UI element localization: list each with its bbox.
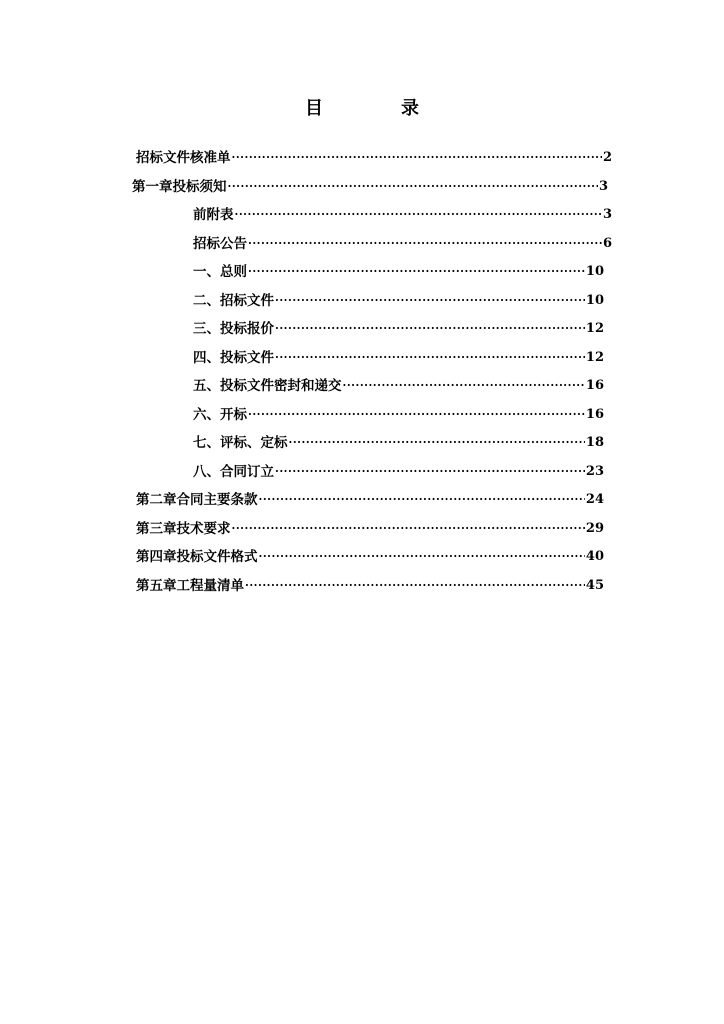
dot-leader [275,345,585,371]
toc-entry[interactable] [136,544,604,570]
toc-chapter: 第五章 [136,577,177,594]
toc-chapter: 第三章 [136,520,177,537]
toc-entry[interactable] [193,373,604,399]
toc-label: 投标须知 [172,178,227,195]
toc-entry[interactable] [136,145,612,171]
toc-label: 七、评标、定标 [193,435,288,451]
toc-entry[interactable] [193,402,604,428]
toc-entry[interactable] [136,573,604,599]
dot-leader [248,402,585,428]
toc-label: 三、投标报价 [193,321,274,337]
toc-page-number: 12 [585,321,604,336]
dot-leader [259,544,585,570]
toc-entry[interactable] [193,459,604,485]
dot-leader [275,316,585,342]
toc-label: 招标文件核准单 [136,150,231,166]
toc-page-number: 10 [585,292,604,308]
toc-page-number: 10 [585,264,604,279]
toc-page-number: 3 [598,178,608,194]
toc-entry[interactable] [193,316,604,342]
toc-entry[interactable] [193,202,612,228]
toc-label: 招标公告 [193,235,247,252]
toc-page-number: 6 [602,235,612,251]
toc-chapter: 第一章 [132,178,173,195]
page-title [0,94,724,124]
toc-page-number: 16 [585,406,604,422]
toc-chapter: 第四章 [136,549,177,565]
toc-label: 八、合同订立 [193,463,274,480]
toc-chapter: 第二章 [136,492,177,508]
toc-page-number: 16 [585,378,604,393]
toc-page-number: 18 [585,435,604,450]
title-char-left: 目 [305,98,323,119]
toc-page-number: 24 [585,492,604,507]
toc-label: 技术要求 [176,520,231,537]
toc-label: 前附表 [193,207,234,223]
dot-leader [275,288,585,314]
dot-leader [248,259,585,285]
toc-page-number: 3 [602,207,612,222]
dot-leader [232,516,585,542]
toc-page-number: 29 [585,520,604,536]
toc-entry[interactable] [136,516,604,542]
toc-entry[interactable] [193,345,604,371]
toc-entry[interactable] [193,231,612,257]
toc-label: 工程量清单 [176,577,244,594]
toc-page-number: 40 [585,549,604,564]
toc-entry[interactable] [193,259,604,285]
dot-leader [259,487,585,513]
toc-page-number: 2 [602,150,612,165]
toc-label: 二、招标文件 [193,292,274,309]
dot-leader [275,459,585,485]
dot-leader [343,373,585,399]
dot-leader [245,573,585,599]
dot-leader [235,202,602,228]
dot-leader [248,231,602,257]
toc-label: 投标文件格式 [176,549,258,565]
toc-page-number: 23 [585,463,604,479]
toc-page-number: 45 [585,577,604,593]
toc-label: 四、投标文件 [193,349,274,366]
toc-entry[interactable] [136,487,604,513]
toc-page-number: 12 [585,349,604,365]
toc-label: 一、总则 [193,264,247,280]
dot-leader [232,145,602,171]
title-char-right: 录 [401,98,419,119]
dot-leader [228,174,598,200]
toc-entry[interactable] [193,288,604,314]
toc-label: 合同主要条款 [176,492,258,508]
dot-leader [289,430,585,456]
toc-label: 五、投标文件密封和递交 [193,378,342,394]
toc-label: 六、开标 [193,406,247,423]
toc-entry[interactable] [193,430,604,456]
toc-entry[interactable] [132,174,608,200]
